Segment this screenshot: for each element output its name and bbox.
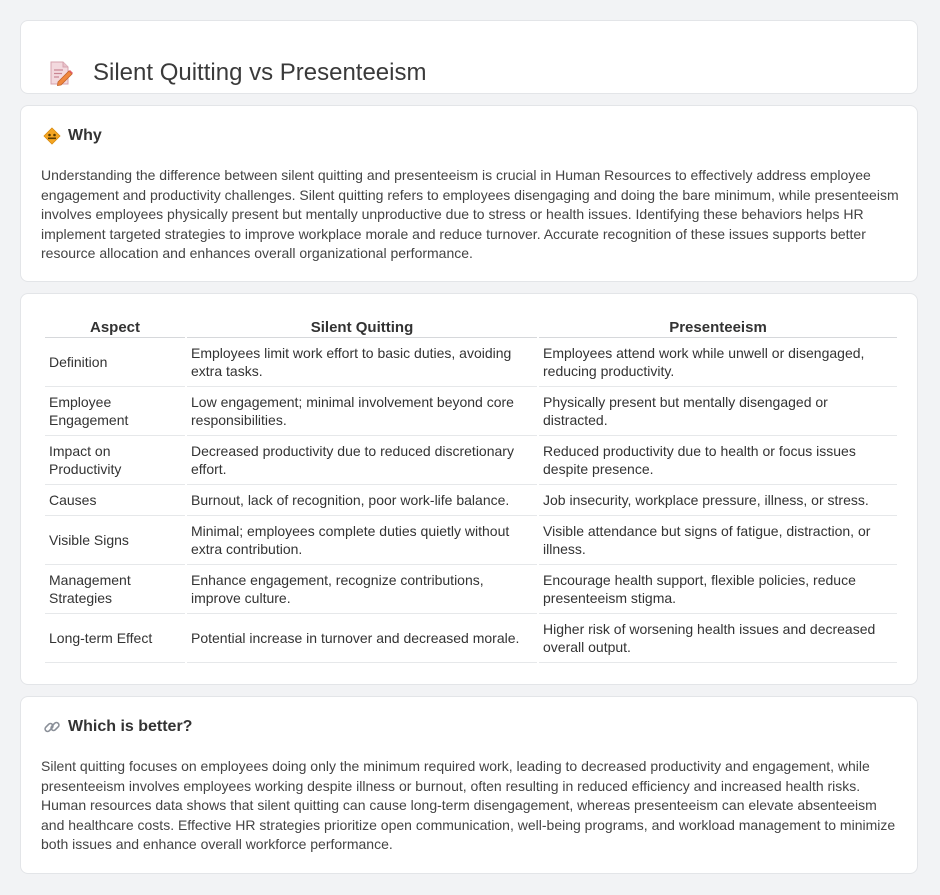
comparison-card — [20, 293, 918, 685]
table-row — [45, 516, 897, 565]
table-row — [45, 614, 897, 663]
table-row — [45, 387, 897, 436]
cell-presenteeism: Job insecurity, workplace pressure, illness, or stress. — [539, 485, 897, 516]
header-aspect: Aspect — [45, 317, 185, 338]
header-presenteeism: Presenteeism — [539, 317, 897, 338]
cell-presenteeism: Employees attend work while unwell or disengaged, reducing productivity. — [539, 338, 897, 387]
better-heading: Which is better? — [68, 718, 193, 735]
cell-silent-quitting: Burnout, lack of recognition, poor work-life balance. — [187, 485, 537, 516]
why-heading-row — [43, 127, 102, 145]
cell-silent-quitting: Employees limit work effort to basic duties, avoiding extra tasks. — [187, 338, 537, 387]
cell-aspect: Long-term Effect — [45, 614, 185, 663]
table-header-row — [45, 317, 897, 338]
why-paragraph: Understanding the difference between silent quitting and presenteeism is crucial in Human Resources to effectively address employee engagement and productivity challenges. Silent quitting refers to employees disengaging and doing the bare minimum, while presenteeism involves employees physically present but mentally unproductive due to stress or health issues. Identifying these behaviors helps HR implement targeted strategies to improve workplace morale and reduce turnover. Accurate recognition of these issues supports better resource allocation and enhances overall organizational performance. — [41, 167, 899, 262]
cell-aspect: Visible Signs — [45, 516, 185, 565]
why-heading: Why — [68, 127, 102, 144]
page-title: Silent Quitting vs Presenteeism — [93, 59, 427, 87]
cell-aspect: Causes — [45, 485, 185, 516]
link-icon — [43, 718, 61, 736]
cell-silent-quitting: Enhance engagement, recognize contributions, improve culture. — [187, 565, 537, 614]
cell-silent-quitting: Low engagement; minimal involvement beyond core responsibilities. — [187, 387, 537, 436]
cell-aspect: Definition — [45, 338, 185, 387]
cell-presenteeism: Encourage health support, flexible policies, reduce presenteeism stigma. — [539, 565, 897, 614]
cell-aspect: Management Strategies — [45, 565, 185, 614]
header-card — [20, 20, 918, 94]
table-row — [45, 338, 897, 387]
better-card — [20, 696, 918, 874]
cell-silent-quitting: Minimal; employees complete duties quietly without extra contribution. — [187, 516, 537, 565]
diamond-warning-icon — [43, 127, 61, 145]
why-card — [20, 105, 918, 282]
cell-presenteeism: Higher risk of worsening health issues and decreased overall output. — [539, 614, 897, 663]
cell-presenteeism: Visible attendance but signs of fatigue, distraction, or illness. — [539, 516, 897, 565]
cell-aspect: Impact on Productivity — [45, 436, 185, 485]
cell-silent-quitting: Decreased productivity due to reduced discretionary effort. — [187, 436, 537, 485]
better-heading-row — [43, 718, 192, 736]
title-row — [47, 43, 426, 103]
cell-presenteeism: Reduced productivity due to health or focus issues despite presence. — [539, 436, 897, 485]
table-row — [45, 436, 897, 485]
table-row — [45, 565, 897, 614]
better-paragraph: Silent quitting focuses on employees doing only the minimum required work, leading to decreased productivity and engagement, while presenteeism involves employees working despite illness or burnout, often resulting in reduced efficiency and increased health risks. Human resources data shows that silent quitting can cause long-term disengagement, whereas presenteeism can elevate absenteeism and healthcare costs. Effective HR strategies prioritize open communication, well-being programs, and workload management to minimize both issues and enhance overall workforce performance. — [41, 758, 896, 853]
comparison-table — [43, 317, 899, 663]
memo-pencil-icon — [47, 60, 73, 86]
cell-presenteeism: Physically present but mentally disengaged or distracted. — [539, 387, 897, 436]
cell-aspect: Employee Engagement — [45, 387, 185, 436]
header-silent-quitting: Silent Quitting — [187, 317, 537, 338]
table-row — [45, 485, 897, 516]
cell-silent-quitting: Potential increase in turnover and decreased morale. — [187, 614, 537, 663]
